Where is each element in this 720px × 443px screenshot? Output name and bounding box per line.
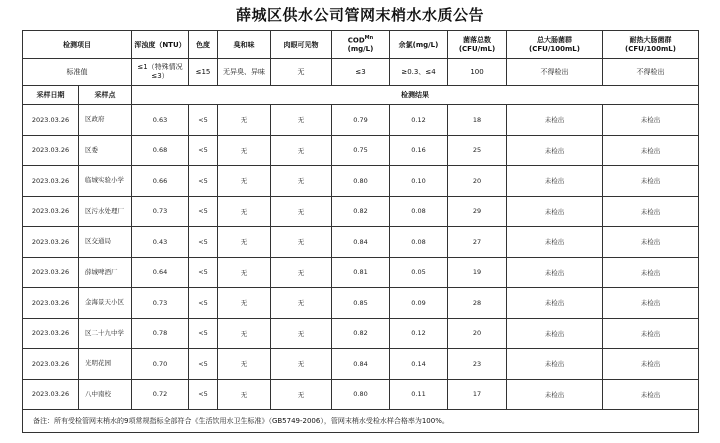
cell-date: 2023.03.26 <box>23 105 79 136</box>
header-visible: 肉眼可见物 <box>271 31 332 59</box>
note-row <box>23 410 699 433</box>
cell-odor: 无 <box>218 288 271 319</box>
cell-chlorine: 0.16 <box>390 135 448 166</box>
cell-cod: 0.82 <box>332 196 390 227</box>
cell-thermo: 未检出 <box>603 196 699 227</box>
cell-turbidity: 0.73 <box>132 288 189 319</box>
cell-location: 金海景天小区 <box>79 288 132 319</box>
cell-coliform: 未检出 <box>507 105 603 136</box>
cell-thermo: 未检出 <box>603 257 699 288</box>
cell-location: 区委 <box>79 135 132 166</box>
cell-odor: 无 <box>218 166 271 197</box>
cell-color: <5 <box>189 288 218 319</box>
cell-thermo: 未检出 <box>603 135 699 166</box>
subheader-location: 采样点 <box>79 86 132 105</box>
cell-chlorine: 0.08 <box>390 196 448 227</box>
cell-color: <5 <box>189 166 218 197</box>
header-thermo <box>603 31 699 59</box>
header-cod-label: COD <box>347 36 365 45</box>
cell-bacteria: 28 <box>448 288 507 319</box>
cell-bacteria: 20 <box>448 318 507 349</box>
cell-color: <5 <box>189 135 218 166</box>
page-title: 薛城区供水公司管网末梢水水质公告 <box>235 6 484 24</box>
cell-odor: 无 <box>218 105 271 136</box>
cell-coliform: 未检出 <box>507 379 603 410</box>
standard-coliform: 不得检出 <box>507 59 603 86</box>
table-row <box>23 105 699 136</box>
cell-visible: 无 <box>271 257 332 288</box>
cell-coliform: 未检出 <box>507 135 603 166</box>
cell-odor: 无 <box>218 379 271 410</box>
cell-turbidity: 0.63 <box>132 105 189 136</box>
cell-chlorine: 0.11 <box>390 379 448 410</box>
cell-location: 区交通局 <box>79 227 132 258</box>
cell-bacteria: 27 <box>448 227 507 258</box>
cell-turbidity: 0.73 <box>132 196 189 227</box>
cell-coliform: 未检出 <box>507 196 603 227</box>
cell-cod: 0.84 <box>332 227 390 258</box>
header-bacteria <box>448 31 507 59</box>
header-bacteria-unit: (CFU/mL) <box>458 44 496 53</box>
cell-date: 2023.03.26 <box>23 349 79 380</box>
cell-location: 临城实验小学 <box>79 166 132 197</box>
cell-visible: 无 <box>271 227 332 258</box>
subheader-date: 采样日期 <box>23 86 79 105</box>
standard-label: 标准值 <box>23 59 132 86</box>
table-row <box>23 257 699 288</box>
cell-color: <5 <box>189 379 218 410</box>
cell-location: 区污水处理厂 <box>79 196 132 227</box>
cell-color: <5 <box>189 257 218 288</box>
cell-visible: 无 <box>271 166 332 197</box>
cell-color: <5 <box>189 196 218 227</box>
cell-bacteria: 23 <box>448 349 507 380</box>
cell-visible: 无 <box>271 196 332 227</box>
header-item: 检测项目 <box>23 31 132 59</box>
cell-visible: 无 <box>271 349 332 380</box>
cell-odor: 无 <box>218 135 271 166</box>
cell-date: 2023.03.26 <box>23 379 79 410</box>
cell-coliform: 未检出 <box>507 318 603 349</box>
cell-date: 2023.03.26 <box>23 257 79 288</box>
cell-cod: 0.82 <box>332 318 390 349</box>
cell-bacteria: 25 <box>448 135 507 166</box>
cell-visible: 无 <box>271 105 332 136</box>
cell-thermo: 未检出 <box>603 288 699 319</box>
cell-cod: 0.80 <box>332 379 390 410</box>
cell-coliform: 未检出 <box>507 257 603 288</box>
cell-cod: 0.85 <box>332 288 390 319</box>
cell-turbidity: 0.64 <box>132 257 189 288</box>
cell-date: 2023.03.26 <box>23 166 79 197</box>
header-odor: 臭和味 <box>218 31 271 59</box>
table-row <box>23 227 699 258</box>
header-cod-unit: (mg/L) <box>347 45 374 54</box>
cell-bacteria: 17 <box>448 379 507 410</box>
cell-date: 2023.03.26 <box>23 227 79 258</box>
table-row <box>23 349 699 380</box>
cell-visible: 无 <box>271 379 332 410</box>
cell-odor: 无 <box>218 227 271 258</box>
cell-bacteria: 29 <box>448 196 507 227</box>
table-row <box>23 166 699 197</box>
cell-odor: 无 <box>218 318 271 349</box>
cell-location: 八中南校 <box>79 379 132 410</box>
standard-turbidity: ≤1（特殊情况≤3） <box>132 59 189 86</box>
standard-visible: 无 <box>271 59 332 86</box>
cell-chlorine: 0.10 <box>390 166 448 197</box>
table-row <box>23 318 699 349</box>
cell-thermo: 未检出 <box>603 227 699 258</box>
cell-date: 2023.03.26 <box>23 318 79 349</box>
standard-thermo: 不得检出 <box>603 59 699 86</box>
cell-visible: 无 <box>271 135 332 166</box>
cell-chlorine: 0.12 <box>390 105 448 136</box>
header-thermo-unit: (CFU/100mL) <box>625 44 676 53</box>
header-cod <box>332 31 390 59</box>
cell-coliform: 未检出 <box>507 349 603 380</box>
cell-odor: 无 <box>218 196 271 227</box>
cell-odor: 无 <box>218 257 271 288</box>
table-row <box>23 135 699 166</box>
header-coliform-unit: (CFU/100mL) <box>529 44 580 53</box>
header-coliform-label: 总大肠菌群 <box>537 35 572 44</box>
header-cod-subscript: Mn <box>364 35 374 42</box>
cell-bacteria: 18 <box>448 105 507 136</box>
standard-bacteria: 100 <box>448 59 507 86</box>
standard-row <box>23 59 699 86</box>
cell-color: <5 <box>189 318 218 349</box>
cell-cod: 0.81 <box>332 257 390 288</box>
cell-odor: 无 <box>218 349 271 380</box>
cell-thermo: 未检出 <box>603 105 699 136</box>
cell-coliform: 未检出 <box>507 227 603 258</box>
subheader-results: 检测结果 <box>132 86 699 105</box>
cell-color: <5 <box>189 105 218 136</box>
cell-location: 区政府 <box>79 105 132 136</box>
cell-coliform: 未检出 <box>507 288 603 319</box>
header-row <box>23 31 699 59</box>
cell-thermo: 未检出 <box>603 379 699 410</box>
table-row <box>23 288 699 319</box>
cell-color: <5 <box>189 349 218 380</box>
cell-location: 光明花园 <box>79 349 132 380</box>
cell-visible: 无 <box>271 318 332 349</box>
standard-odor: 无异臭、异味 <box>218 59 271 86</box>
cell-thermo: 未检出 <box>603 318 699 349</box>
cell-date: 2023.03.26 <box>23 135 79 166</box>
cell-cod: 0.75 <box>332 135 390 166</box>
note-text: 备注：所有受检管网末梢水的9项常规指标全部符合《生活饮用水卫生标准》（GB5749-2006），管网末梢水受检水样合格率为100%。 <box>23 410 699 433</box>
cell-color: <5 <box>189 227 218 258</box>
cell-turbidity: 0.70 <box>132 349 189 380</box>
standard-cod: ≤3 <box>332 59 390 86</box>
header-chlorine: 余氯(mg/L) <box>390 31 448 59</box>
cell-chlorine: 0.05 <box>390 257 448 288</box>
cell-thermo: 未检出 <box>603 166 699 197</box>
cell-visible: 无 <box>271 288 332 319</box>
cell-location: 薛城啤酒厂 <box>79 257 132 288</box>
cell-turbidity: 0.68 <box>132 135 189 166</box>
cell-chlorine: 0.08 <box>390 227 448 258</box>
cell-cod: 0.79 <box>332 105 390 136</box>
cell-bacteria: 20 <box>448 166 507 197</box>
cell-thermo: 未检出 <box>603 349 699 380</box>
table-row <box>23 196 699 227</box>
cell-cod: 0.84 <box>332 349 390 380</box>
cell-date: 2023.03.26 <box>23 288 79 319</box>
standard-chlorine: ≥0.3、≤4 <box>390 59 448 86</box>
water-quality-table <box>22 30 699 433</box>
cell-chlorine: 0.09 <box>390 288 448 319</box>
cell-turbidity: 0.72 <box>132 379 189 410</box>
cell-turbidity: 0.66 <box>132 166 189 197</box>
header-thermo-label: 耐热大肠菌群 <box>629 35 672 44</box>
standard-color: ≤15 <box>189 59 218 86</box>
header-bacteria-label: 菌落总数 <box>463 35 491 44</box>
cell-turbidity: 0.78 <box>132 318 189 349</box>
cell-turbidity: 0.43 <box>132 227 189 258</box>
cell-bacteria: 19 <box>448 257 507 288</box>
header-color: 色度 <box>189 31 218 59</box>
subheader-row <box>23 86 699 105</box>
cell-location: 区二十九中学 <box>79 318 132 349</box>
cell-chlorine: 0.14 <box>390 349 448 380</box>
results-body <box>23 105 699 410</box>
cell-cod: 0.80 <box>332 166 390 197</box>
cell-date: 2023.03.26 <box>23 196 79 227</box>
header-turbidity: 浑浊度（NTU） <box>132 31 189 59</box>
cell-coliform: 未检出 <box>507 166 603 197</box>
header-coliform <box>507 31 603 59</box>
cell-chlorine: 0.12 <box>390 318 448 349</box>
table-row <box>23 379 699 410</box>
